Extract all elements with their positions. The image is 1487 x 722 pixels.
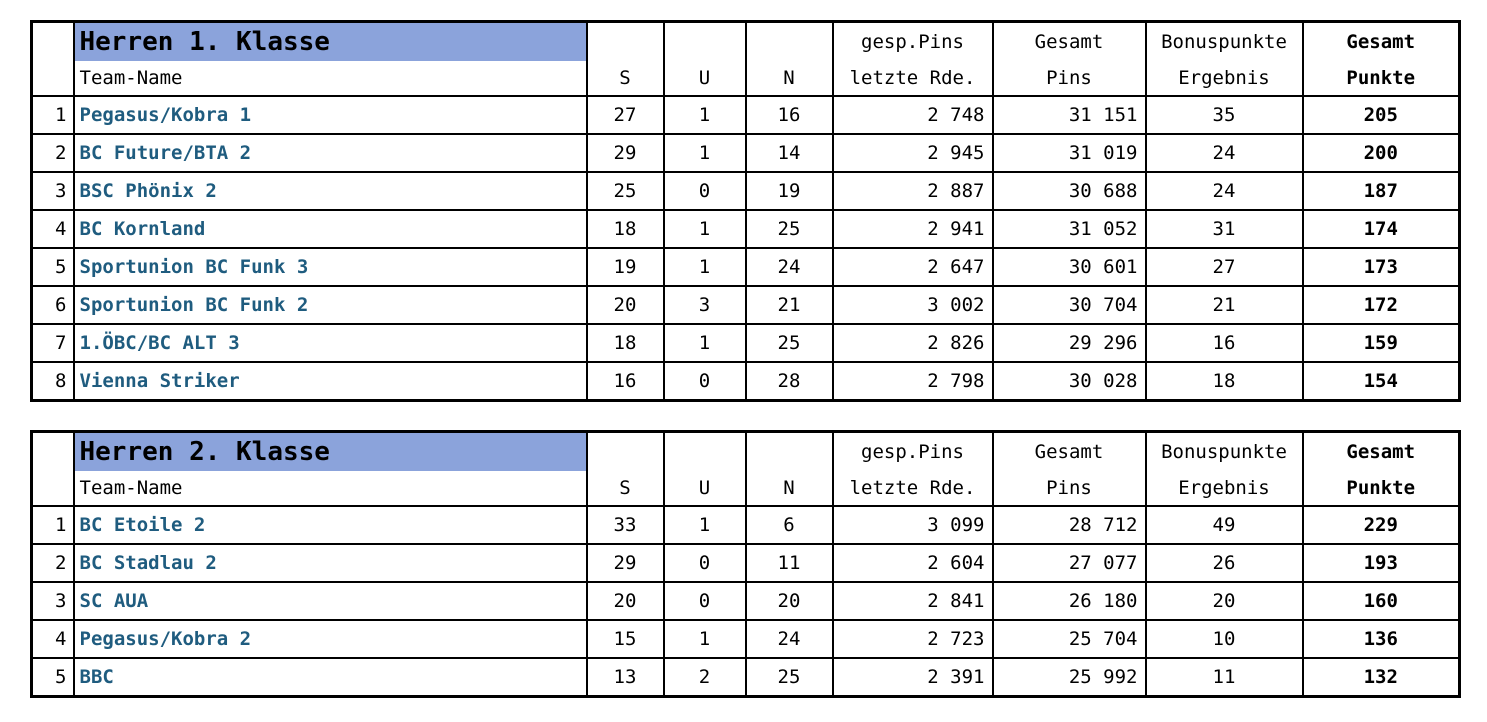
losses-cell: 25 — [746, 324, 833, 362]
losses-cell: 24 — [746, 620, 833, 658]
losses-header-label: N — [783, 67, 795, 89]
team-column-header — [74, 432, 587, 507]
bonus-points-cell: 24 — [1146, 172, 1303, 210]
rank-cell: 4 — [32, 210, 74, 248]
rank-cell: 4 — [32, 620, 74, 658]
bonus-points-cell: 20 — [1146, 582, 1303, 620]
table-row — [32, 286, 1460, 324]
losses-cell: 28 — [746, 362, 833, 401]
bonus-points-column-header: Bonuspunkte Ergebnis — [1146, 22, 1303, 97]
total-pins-cell: 29 296 — [993, 324, 1146, 362]
bonus-points-cell: 24 — [1146, 134, 1303, 172]
wins-cell: 20 — [587, 582, 664, 620]
total-points-cell: 154 — [1303, 362, 1460, 401]
table-title: Herren 1. Klasse — [75, 23, 586, 61]
bonus-points-cell: 26 — [1146, 544, 1303, 582]
wins-cell: 27 — [587, 96, 664, 134]
wins-header-label: S — [619, 477, 631, 499]
wins-cell: 18 — [587, 324, 664, 362]
pins-last-round-cell: 2 647 — [833, 248, 993, 286]
rank-column-header — [32, 432, 74, 507]
bonus-points-cell: 11 — [1146, 658, 1303, 697]
total-pins-cell: 30 688 — [993, 172, 1146, 210]
team-name-header-label: Team-Name — [79, 67, 183, 89]
draws-cell: 1 — [664, 324, 746, 362]
league-table-herren-2-klasse — [30, 430, 1458, 698]
total-points-cell: 136 — [1303, 620, 1460, 658]
pins-last-round-cell: 2 748 — [833, 96, 993, 134]
losses-cell: 21 — [746, 286, 833, 324]
draws-cell: 2 — [664, 658, 746, 697]
team-name-cell: Sportunion BC Funk 3 — [74, 248, 587, 286]
bonus-points-cell: 27 — [1146, 248, 1303, 286]
losses-column-header — [746, 22, 833, 97]
total-points-cell: 132 — [1303, 658, 1460, 697]
pins-last-round-cell: 2 391 — [833, 658, 993, 697]
draws-column-header — [664, 432, 746, 507]
draws-cell: 1 — [664, 620, 746, 658]
wins-cell: 13 — [587, 658, 664, 697]
wins-column-header — [587, 432, 664, 507]
team-name-cell: 1.ÖBC/BC ALT 3 — [74, 324, 587, 362]
wins-cell: 19 — [587, 248, 664, 286]
rank-cell: 5 — [32, 248, 74, 286]
pins-last-round-cell: 3 002 — [833, 286, 993, 324]
total-pins-cell: 30 601 — [993, 248, 1146, 286]
wins-cell: 15 — [587, 620, 664, 658]
table-row — [32, 620, 1460, 658]
losses-cell: 25 — [746, 210, 833, 248]
rank-cell: 5 — [32, 658, 74, 697]
draws-cell: 1 — [664, 248, 746, 286]
pins-last-round-cell: 2 887 — [833, 172, 993, 210]
losses-cell: 14 — [746, 134, 833, 172]
losses-cell: 25 — [746, 658, 833, 697]
wins-cell: 33 — [587, 506, 664, 544]
total-points-cell: 172 — [1303, 286, 1460, 324]
total-pins-cell: 31 019 — [993, 134, 1146, 172]
losses-cell: 16 — [746, 96, 833, 134]
team-name-cell: BC Kornland — [74, 210, 587, 248]
total-pins-cell: 30 028 — [993, 362, 1146, 401]
total-points-cell: 159 — [1303, 324, 1460, 362]
rank-cell: 8 — [32, 362, 74, 401]
losses-column-header — [746, 432, 833, 507]
team-name-cell: SC AUA — [74, 582, 587, 620]
losses-cell: 24 — [746, 248, 833, 286]
total-pins-cell: 25 992 — [993, 658, 1146, 697]
wins-cell: 20 — [587, 286, 664, 324]
draws-cell: 1 — [664, 96, 746, 134]
pins-last-round-cell: 2 798 — [833, 362, 993, 401]
table-row — [32, 658, 1460, 697]
team-name-cell: Sportunion BC Funk 2 — [74, 286, 587, 324]
pins-last-round-cell: 2 945 — [833, 134, 993, 172]
draws-cell: 1 — [664, 134, 746, 172]
losses-cell: 20 — [746, 582, 833, 620]
total-pins-cell: 30 704 — [993, 286, 1146, 324]
bonus-points-cell: 16 — [1146, 324, 1303, 362]
rank-column-header — [32, 22, 74, 97]
pins-last-round-cell: 3 099 — [833, 506, 993, 544]
total-points-cell: 193 — [1303, 544, 1460, 582]
bonus-points-cell: 21 — [1146, 286, 1303, 324]
total-points-cell: 229 — [1303, 506, 1460, 544]
draws-cell: 0 — [664, 544, 746, 582]
table-row — [32, 210, 1460, 248]
pins-last-round-column-header: gesp.Pins letzte Rde. — [833, 22, 993, 97]
bonus-points-cell: 35 — [1146, 96, 1303, 134]
rank-cell: 1 — [32, 96, 74, 134]
rank-cell: 3 — [32, 582, 74, 620]
wins-cell: 29 — [587, 134, 664, 172]
rank-cell: 1 — [32, 506, 74, 544]
draws-cell: 1 — [664, 506, 746, 544]
table-header — [32, 22, 1460, 97]
total-points-column-header: Gesamt Punkte — [1303, 432, 1460, 507]
team-name-cell: BC Stadlau 2 — [74, 544, 587, 582]
rank-cell: 2 — [32, 134, 74, 172]
total-pins-cell: 31 151 — [993, 96, 1146, 134]
total-pins-cell: 25 704 — [993, 620, 1146, 658]
total-pins-cell: 28 712 — [993, 506, 1146, 544]
pins-last-round-cell: 2 941 — [833, 210, 993, 248]
pins-last-round-cell: 2 723 — [833, 620, 993, 658]
rank-cell: 6 — [32, 286, 74, 324]
total-points-cell: 200 — [1303, 134, 1460, 172]
pins-last-round-cell: 2 826 — [833, 324, 993, 362]
total-points-cell: 205 — [1303, 96, 1460, 134]
rank-cell: 2 — [32, 544, 74, 582]
standings-table — [30, 20, 1461, 402]
team-name-cell: BSC Phönix 2 — [74, 172, 587, 210]
wins-cell: 29 — [587, 544, 664, 582]
wins-cell: 25 — [587, 172, 664, 210]
draws-cell: 1 — [664, 210, 746, 248]
draws-header-label: U — [698, 477, 711, 499]
rank-cell: 7 — [32, 324, 74, 362]
pins-last-round-cell: 2 841 — [833, 582, 993, 620]
team-name-cell: Vienna Striker — [74, 362, 587, 401]
table-row — [32, 324, 1460, 362]
pins-last-round-column-header: gesp.Pins letzte Rde. — [833, 432, 993, 507]
draws-cell: 0 — [664, 362, 746, 401]
draws-column-header — [664, 22, 746, 97]
bonus-points-column-header: Bonuspunkte Ergebnis — [1146, 432, 1303, 507]
standings-table — [30, 430, 1461, 698]
table-body — [32, 506, 1460, 697]
losses-cell: 6 — [746, 506, 833, 544]
bonus-points-cell: 31 — [1146, 210, 1303, 248]
table-row — [32, 582, 1460, 620]
wins-cell: 18 — [587, 210, 664, 248]
bonus-points-cell: 49 — [1146, 506, 1303, 544]
total-pins-cell: 31 052 — [993, 210, 1146, 248]
table-body — [32, 96, 1460, 401]
losses-header-label: N — [783, 477, 795, 499]
total-points-cell: 160 — [1303, 582, 1460, 620]
team-name-cell: Pegasus/Kobra 2 — [74, 620, 587, 658]
table-row — [32, 506, 1460, 544]
table-row — [32, 248, 1460, 286]
wins-header-label: S — [619, 67, 631, 89]
total-points-column-header: Gesamt Punkte — [1303, 22, 1460, 97]
table-row — [32, 96, 1460, 134]
draws-header-label: U — [698, 67, 711, 89]
table-title: Herren 2. Klasse — [75, 433, 586, 471]
league-table-herren-1-klasse — [30, 20, 1458, 402]
losses-cell: 11 — [746, 544, 833, 582]
bonus-points-cell: 18 — [1146, 362, 1303, 401]
team-name-cell: BBC — [74, 658, 587, 697]
team-column-header — [74, 22, 587, 97]
losses-cell: 19 — [746, 172, 833, 210]
total-pins-column-header: Gesamt Pins — [993, 432, 1146, 507]
wins-cell: 16 — [587, 362, 664, 401]
team-name-header-label: Team-Name — [79, 477, 183, 499]
total-points-cell: 174 — [1303, 210, 1460, 248]
team-name-cell: BC Future/BTA 2 — [74, 134, 587, 172]
table-header — [32, 432, 1460, 507]
total-pins-column-header: Gesamt Pins — [993, 22, 1146, 97]
table-row — [32, 362, 1460, 401]
total-points-cell: 187 — [1303, 172, 1460, 210]
pins-last-round-cell: 2 604 — [833, 544, 993, 582]
draws-cell: 0 — [664, 172, 746, 210]
team-name-cell: Pegasus/Kobra 1 — [74, 96, 587, 134]
rank-cell: 3 — [32, 172, 74, 210]
total-pins-cell: 27 077 — [993, 544, 1146, 582]
wins-column-header — [587, 22, 664, 97]
team-name-cell: BC Etoile 2 — [74, 506, 587, 544]
total-points-cell: 173 — [1303, 248, 1460, 286]
table-row — [32, 134, 1460, 172]
bonus-points-cell: 10 — [1146, 620, 1303, 658]
draws-cell: 0 — [664, 582, 746, 620]
draws-cell: 3 — [664, 286, 746, 324]
table-row — [32, 172, 1460, 210]
total-pins-cell: 26 180 — [993, 582, 1146, 620]
table-row — [32, 544, 1460, 582]
